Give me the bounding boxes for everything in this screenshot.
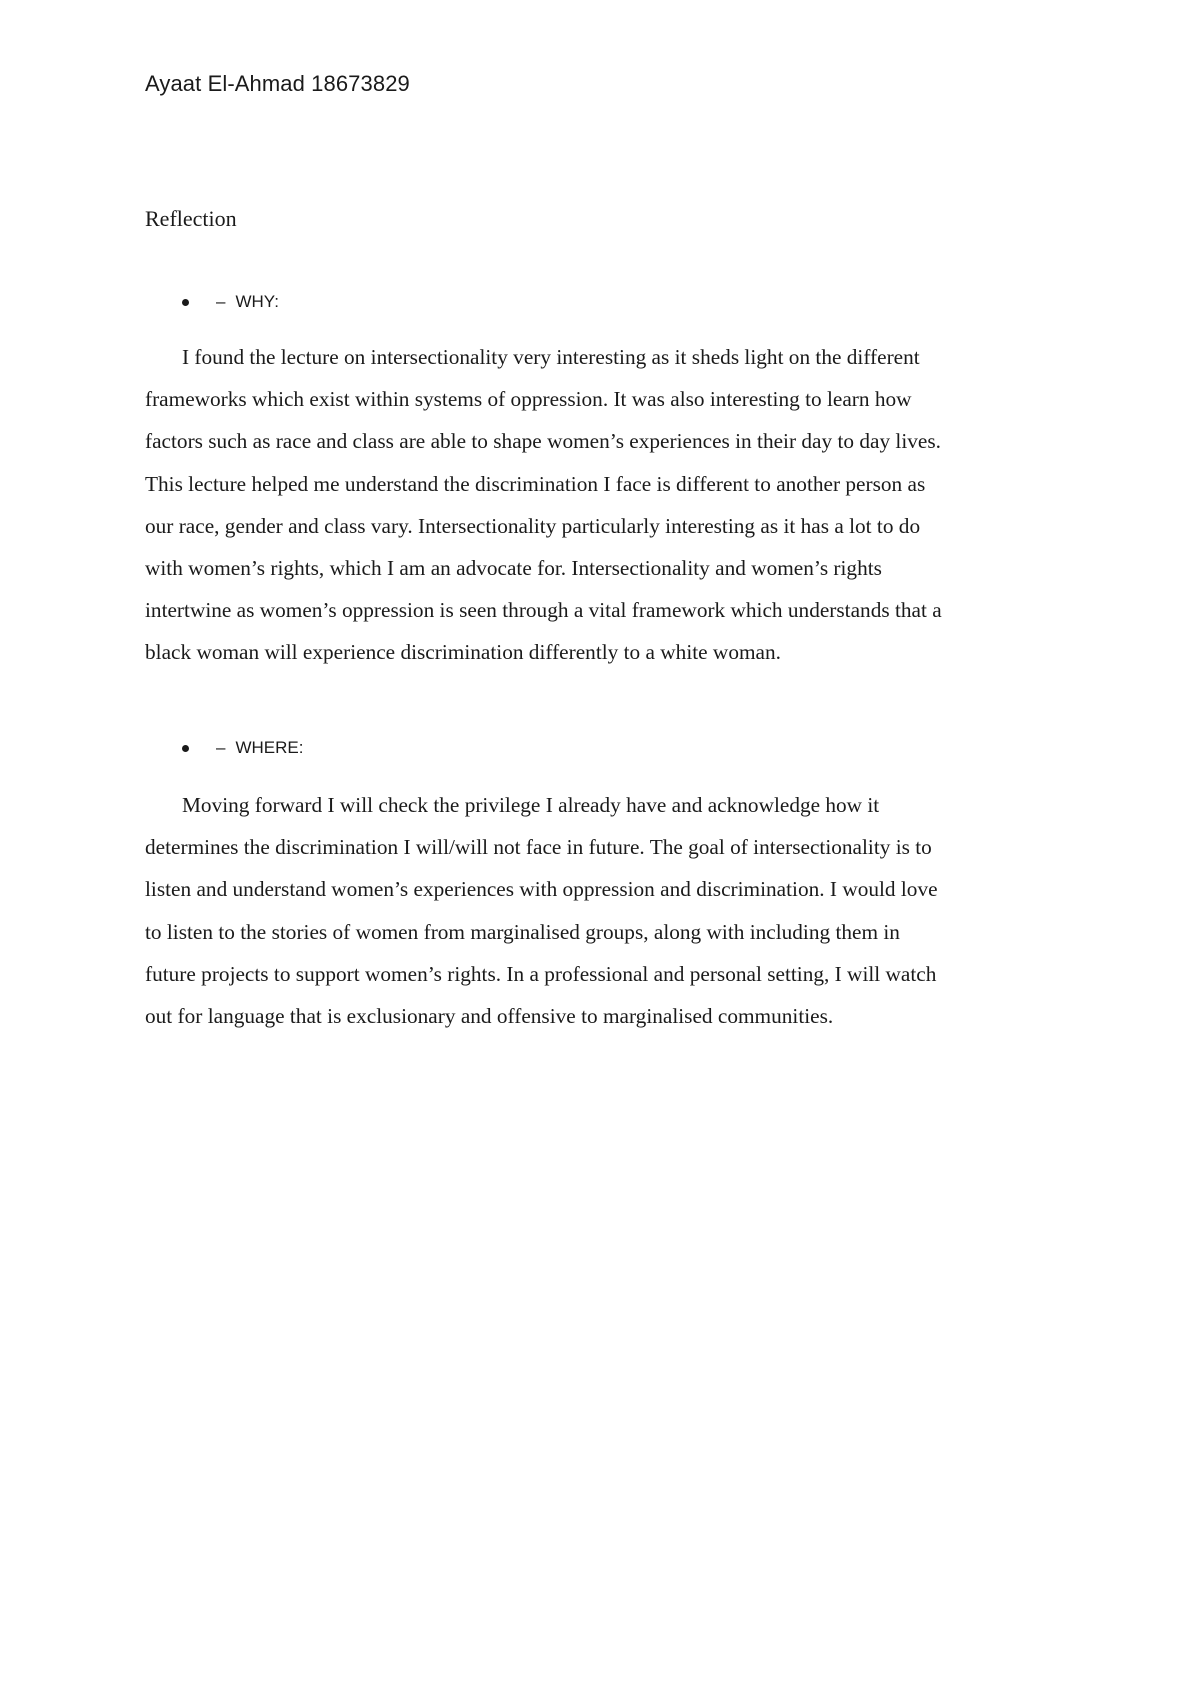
bullet-label: WHY: bbox=[235, 292, 279, 311]
paragraph-line: I found the lecture on intersectionality very interesting as it sheds light on the different bbox=[182, 345, 920, 369]
bullet-where bbox=[182, 738, 303, 758]
paragraph-why bbox=[145, 336, 1065, 674]
paragraph-where bbox=[145, 784, 1065, 1037]
bullet-dot-icon bbox=[182, 745, 189, 752]
paragraph-line: This lecture helped me understand the discrimination I face is different to another person as bbox=[145, 471, 926, 496]
paragraph-line: listen and understand women’s experiences with oppression and discrimination. I would love bbox=[145, 877, 938, 902]
bullet-why bbox=[182, 292, 279, 312]
paragraph-line: our race, gender and class vary. Intersectionality particularly interesting as it has a lot to do bbox=[145, 513, 921, 538]
paragraph-line: frameworks which exist within systems of oppression. It was also interesting to learn how bbox=[145, 387, 912, 412]
paragraph-line: with women’s rights, which I am an advocate for. Intersectionality and women’s rights bbox=[145, 556, 882, 581]
bullet-label: WHERE: bbox=[235, 738, 304, 757]
bullet-dot-icon bbox=[182, 299, 189, 306]
bullet-dash: – bbox=[216, 292, 226, 311]
author-header: Ayaat El-Ahmad 18673829 bbox=[145, 71, 410, 96]
paragraph-line: to listen to the stories of women from marginalised groups, along with including them in bbox=[145, 919, 900, 944]
paragraph-line: Moving forward I will check the privilege I already have and acknowledge how it bbox=[182, 793, 880, 817]
paragraph-line: factors such as race and class are able to shape women’s experiences in their day to day lives. bbox=[145, 429, 941, 454]
paragraph-line: future projects to support women’s rights. In a professional and personal setting, I will watch bbox=[145, 961, 937, 986]
paragraph-line: out for language that is exclusionary and offensive to marginalised communities. bbox=[145, 1004, 834, 1029]
document-title: Reflection bbox=[145, 206, 237, 231]
paragraph-line: intertwine as women’s oppression is seen through a vital framework which understands that a bbox=[145, 598, 942, 623]
bullet-dash: – bbox=[216, 738, 226, 757]
paragraph-line: determines the discrimination I will/will not face in future. The goal of intersectionality is to bbox=[145, 835, 932, 860]
paragraph-line: black woman will experience discrimination differently to a white woman. bbox=[145, 640, 781, 665]
